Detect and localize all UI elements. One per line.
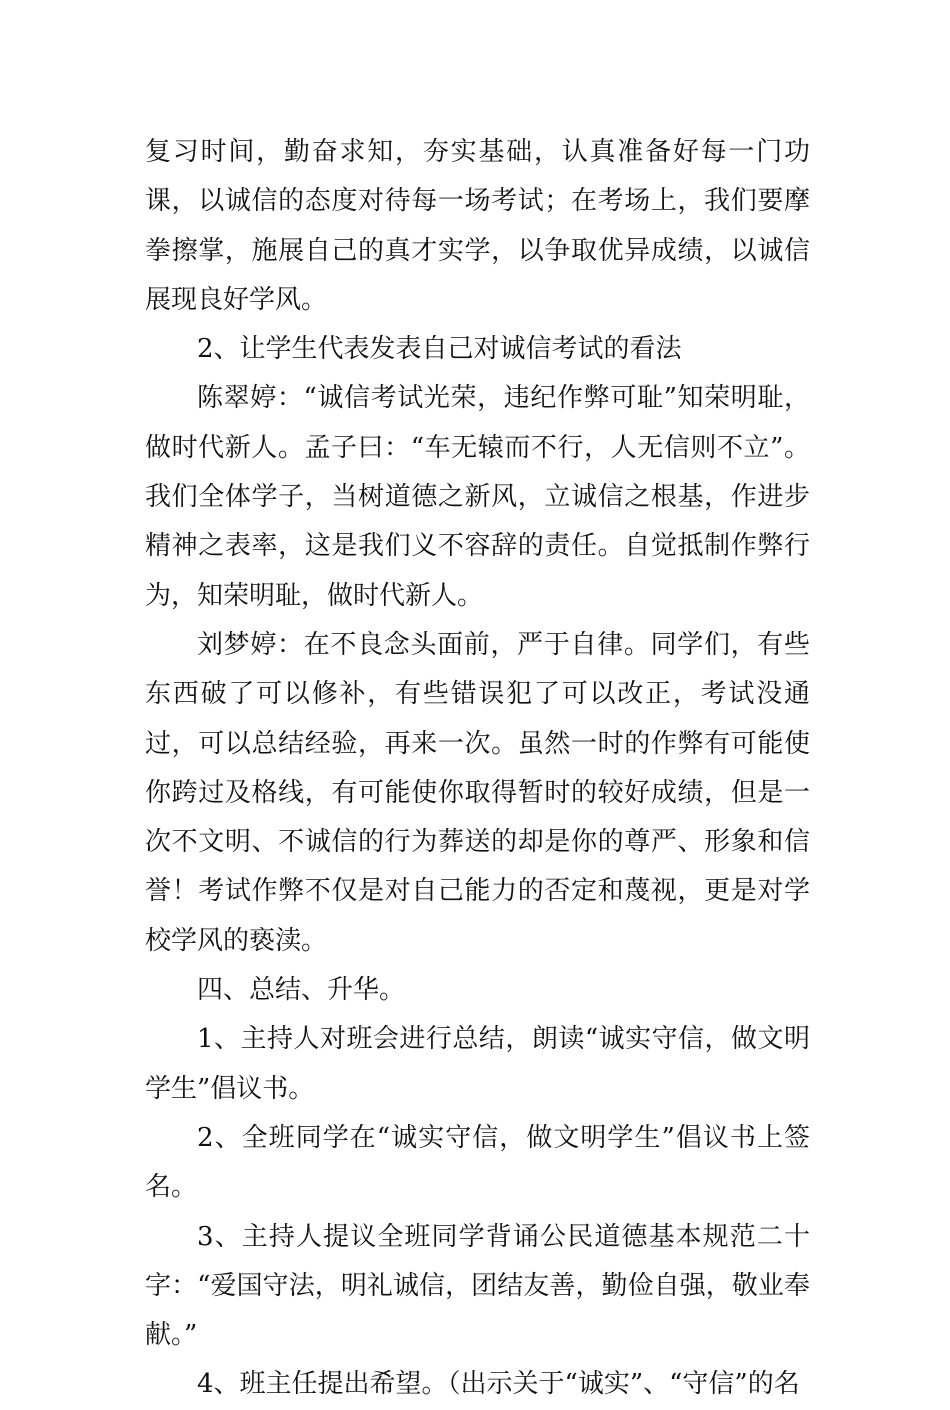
paragraph-continued-review: 复习时间，勤奋求知，夯实基础，认真准备好每一门功课，以诚信的态度对待每一场考试；在考场上，我们要摩拳擦掌，施展自己的真才实学，以争取优异成绩，以诚信展现良好学风。 xyxy=(145,137,810,315)
paragraph-item-4-teacher-hopes: 4、班主任提出希望。（出示关于“诚实”、“守信”的名 xyxy=(197,1369,800,1400)
paragraph-item-3-recite-norms: 3、主持人提议全班同学背诵公民道德基本规范二十字：“爱国守法，明礼诚信，团结友善，勤俭自强，敬业奉献。” xyxy=(145,1221,810,1351)
paragraph-chen-cuiting: 陈翠婷：“诚信考试光荣，违纪作弊可耻”知荣明耻，做时代新人。孟子曰：“车无辕而不行，人无信则不立”。我们全体学子，当树道德之新风，立诚信之根基，作进步精神之表率，这是我们义不容辞的责任。自觉抵制作弊行为，知荣明耻，做时代新人。 xyxy=(145,383,810,611)
paragraph-item-2-class-signature: 2、全班同学在“诚实守信，做文明学生”倡议书上签名。 xyxy=(145,1122,810,1203)
paragraph-liu-mengting: 刘梦婷：在不良念头面前，严于自律。同学们，有些东西破了可以修补，有些错误犯了可以改正，考试没通过，可以总结经验，再来一次。虽然一时的作弊有可能使你跨过及格线，有可能使你取得暂时的较好成绩，但是一次不文明、不诚信的行为葬送的却是你的尊严、形象和信誉！考试作弊不仅是对自己能力的否定和蔑视，更是对学校学风的亵渎。 xyxy=(145,629,810,956)
paragraph-item-2-student-views: 2、让学生代表发表自己对诚信考试的看法 xyxy=(197,334,682,365)
document-body xyxy=(145,128,810,1410)
paragraph-item-1-host-summary: 1、主持人对班会进行总结，朗读“诚实守信，做文明学生”倡议书。 xyxy=(145,1024,810,1104)
section-heading-summary: 四、总结、升华。 xyxy=(197,975,406,1006)
